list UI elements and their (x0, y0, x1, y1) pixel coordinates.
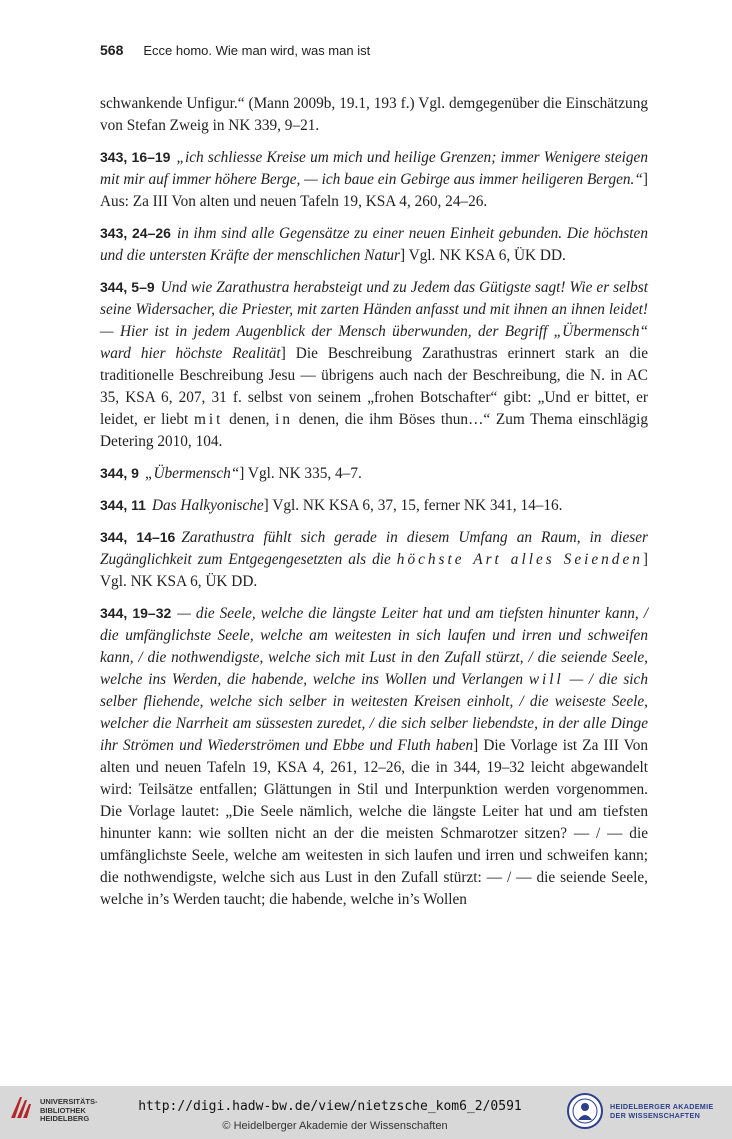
commentary-text: ] Vgl. NK KSA 6, ÜK DD. (100, 551, 649, 590)
lemma-reference: 344, 5–9 (100, 279, 155, 295)
academy-name: HEIDELBERGER AKADEMIE DER WISSENSCHAFTEN (610, 1102, 714, 1120)
quoted-lemma-text: Das Halkyonische (151, 497, 264, 514)
commentary-text: ] Vgl. NK KSA 6, ÜK DD. (399, 247, 566, 264)
commentary-entry (100, 276, 648, 453)
commentary-body (100, 93, 648, 920)
commentary-entry (100, 526, 648, 593)
commentary-text: ] Vgl. NK KSA 6, 37, 15, ferner NK 341, 14–16. (263, 497, 563, 514)
lemma-reference: 343, 24–26 (100, 225, 171, 241)
quoted-lemma-text: „Übermensch“ (144, 465, 240, 482)
quoted-lemma-text: Und wie Zarathustra herabsteigt und zu Jedem das Gütigste sagt! Wie er selbst seine Widersacher, die Priester, mit zarten Händen anfasst und mit ihnen an ihnen leidet! — Hier ist in jedem Augenblick der Mensch überwunden, der Begriff „Übermensch“ ward hier höchste Realität (100, 279, 648, 362)
spaced-emphasis-text: höchste Art alles Seienden (396, 551, 643, 568)
commentary-entry (100, 146, 648, 213)
continuation-paragraph (100, 93, 648, 137)
lemma-reference: 344, 14–16 (100, 529, 176, 545)
spaced-emphasis-text: mit (193, 411, 224, 428)
commentary-entry (100, 222, 648, 267)
commentary-text: denen, (223, 411, 276, 428)
running-header (100, 42, 370, 58)
quoted-lemma-text: — / die sich selber fliehende, welche sich selber in weitesten Kreisen einholt, / die weiseste Seele, welcher die Narrheit am süssesten zuredet, / die sich selber liebendste, in der alle Dinge ihr Strömen und Wiederströmen und Ebbe und Fluth haben (100, 671, 648, 754)
lemma-reference: 344, 9 (100, 465, 139, 481)
library-name: UNIVERSITÄTS- BIBLIOTHEK HEIDELBERG (40, 1097, 98, 1123)
commentary-text: schwankende Unfigur.“ (Mann 2009b, 19.1, 193 f.) Vgl. demgegenüber die Einschätzung von Stefan Zweig in NK 339, 9–21. (100, 95, 648, 134)
quoted-lemma-text: Zarathustra fühlt sich gerade in diesem Umfang an Raum, in dieser Zugänglichkeit zum Entgegengesetzten als die (100, 529, 648, 568)
source-url[interactable]: http://digi.hadw-bw.de/view/nietzsche_kom6_2/0591 (138, 1099, 522, 1114)
commentary-entry (100, 494, 648, 517)
academy-seal-icon (566, 1092, 604, 1130)
copyright-notice: © Heidelberger Akademie der Wissenschaften (222, 1120, 448, 1132)
quoted-lemma-text: — die Seele, welche die längste Leiter hat und am tiefsten hinunter kann, / die umfänglichste Seele, welche am weitesten in sich laufen und irren und schweifen kann, / die nothwendigste, welche sich mit Lust in den Zufall stürzt, / die seiende Seele, welche ins Werden, die habende, welche ins Wollen und Verlangen (100, 605, 648, 688)
running-title: Ecce homo. Wie man wird, was man ist (143, 43, 371, 58)
spaced-emphasis-text: in (275, 411, 294, 428)
commentary-text: ] Die Vorlage ist Za III Von alten und neuen Tafeln 19, KSA 4, 261, 12–26, die in 344, 19–32 leicht abgewandelt wird: Teilsätze entfallen; Glättungen in Stil und Interpunktion werden vorgenommen. Die Vorlage lautet: „Die Seele nämlich, welche die längste Leiter hat und am tiefsten hinunter kann: wie sollten nicht an der die meisten Schmarotzer sitzen? — / — die umfänglichste Seele, welche am weitesten in sich laufen und irren und schweifen kann; die nothwendigste, welche sich aus Lust in den Zufall stürzt: — / — die seiende Seele, welche in’s Werden taucht; die habende, welche in’s Wollen (100, 737, 648, 908)
spaced-emphasis-text: will (528, 671, 564, 688)
commentary-text: ] Die Beschreibung Zarathustras erinnert stark an die traditionelle Beschreibung Jesu — übrigens auch nach der Beschreibung, die N. in AC 35, KSA 6, 207, 31 f. selbst von seinem „frohen Botschafter“ gibt: „Und er bittet, er leidet, er liebt (100, 345, 649, 428)
quoted-lemma-text: in ihm sind alle Gegensätze zu einer neuen Einheit gebunden. Die höchsten und die untersten Kräfte der menschlichen Natur (100, 225, 648, 264)
lemma-reference: 343, 16–19 (100, 149, 171, 165)
commentary-entry (100, 602, 648, 911)
digitization-footer (0, 1086, 732, 1139)
commentary-entry (100, 462, 648, 485)
page-number: 568 (100, 42, 124, 58)
commentary-text: denen, die ihm Böses thun…“ Zum Thema einschlägig Detering 2010, 104. (100, 411, 648, 450)
lemma-reference: 344, 19–32 (100, 605, 172, 621)
lemma-reference: 344, 11 (100, 497, 146, 513)
commentary-text: ] Aus: Za III Von alten und neuen Tafeln 19, KSA 4, 260, 24–26. (100, 171, 648, 210)
commentary-text: ] Vgl. NK 335, 4–7. (239, 465, 362, 482)
quoted-lemma-text: „ich schliesse Kreise um mich und heilige Grenzen; immer Wenigere steigen mit mir auf immer höhere Berge, — ich baue ein Gebirge aus immer heiligeren Bergen.“ (100, 149, 648, 188)
